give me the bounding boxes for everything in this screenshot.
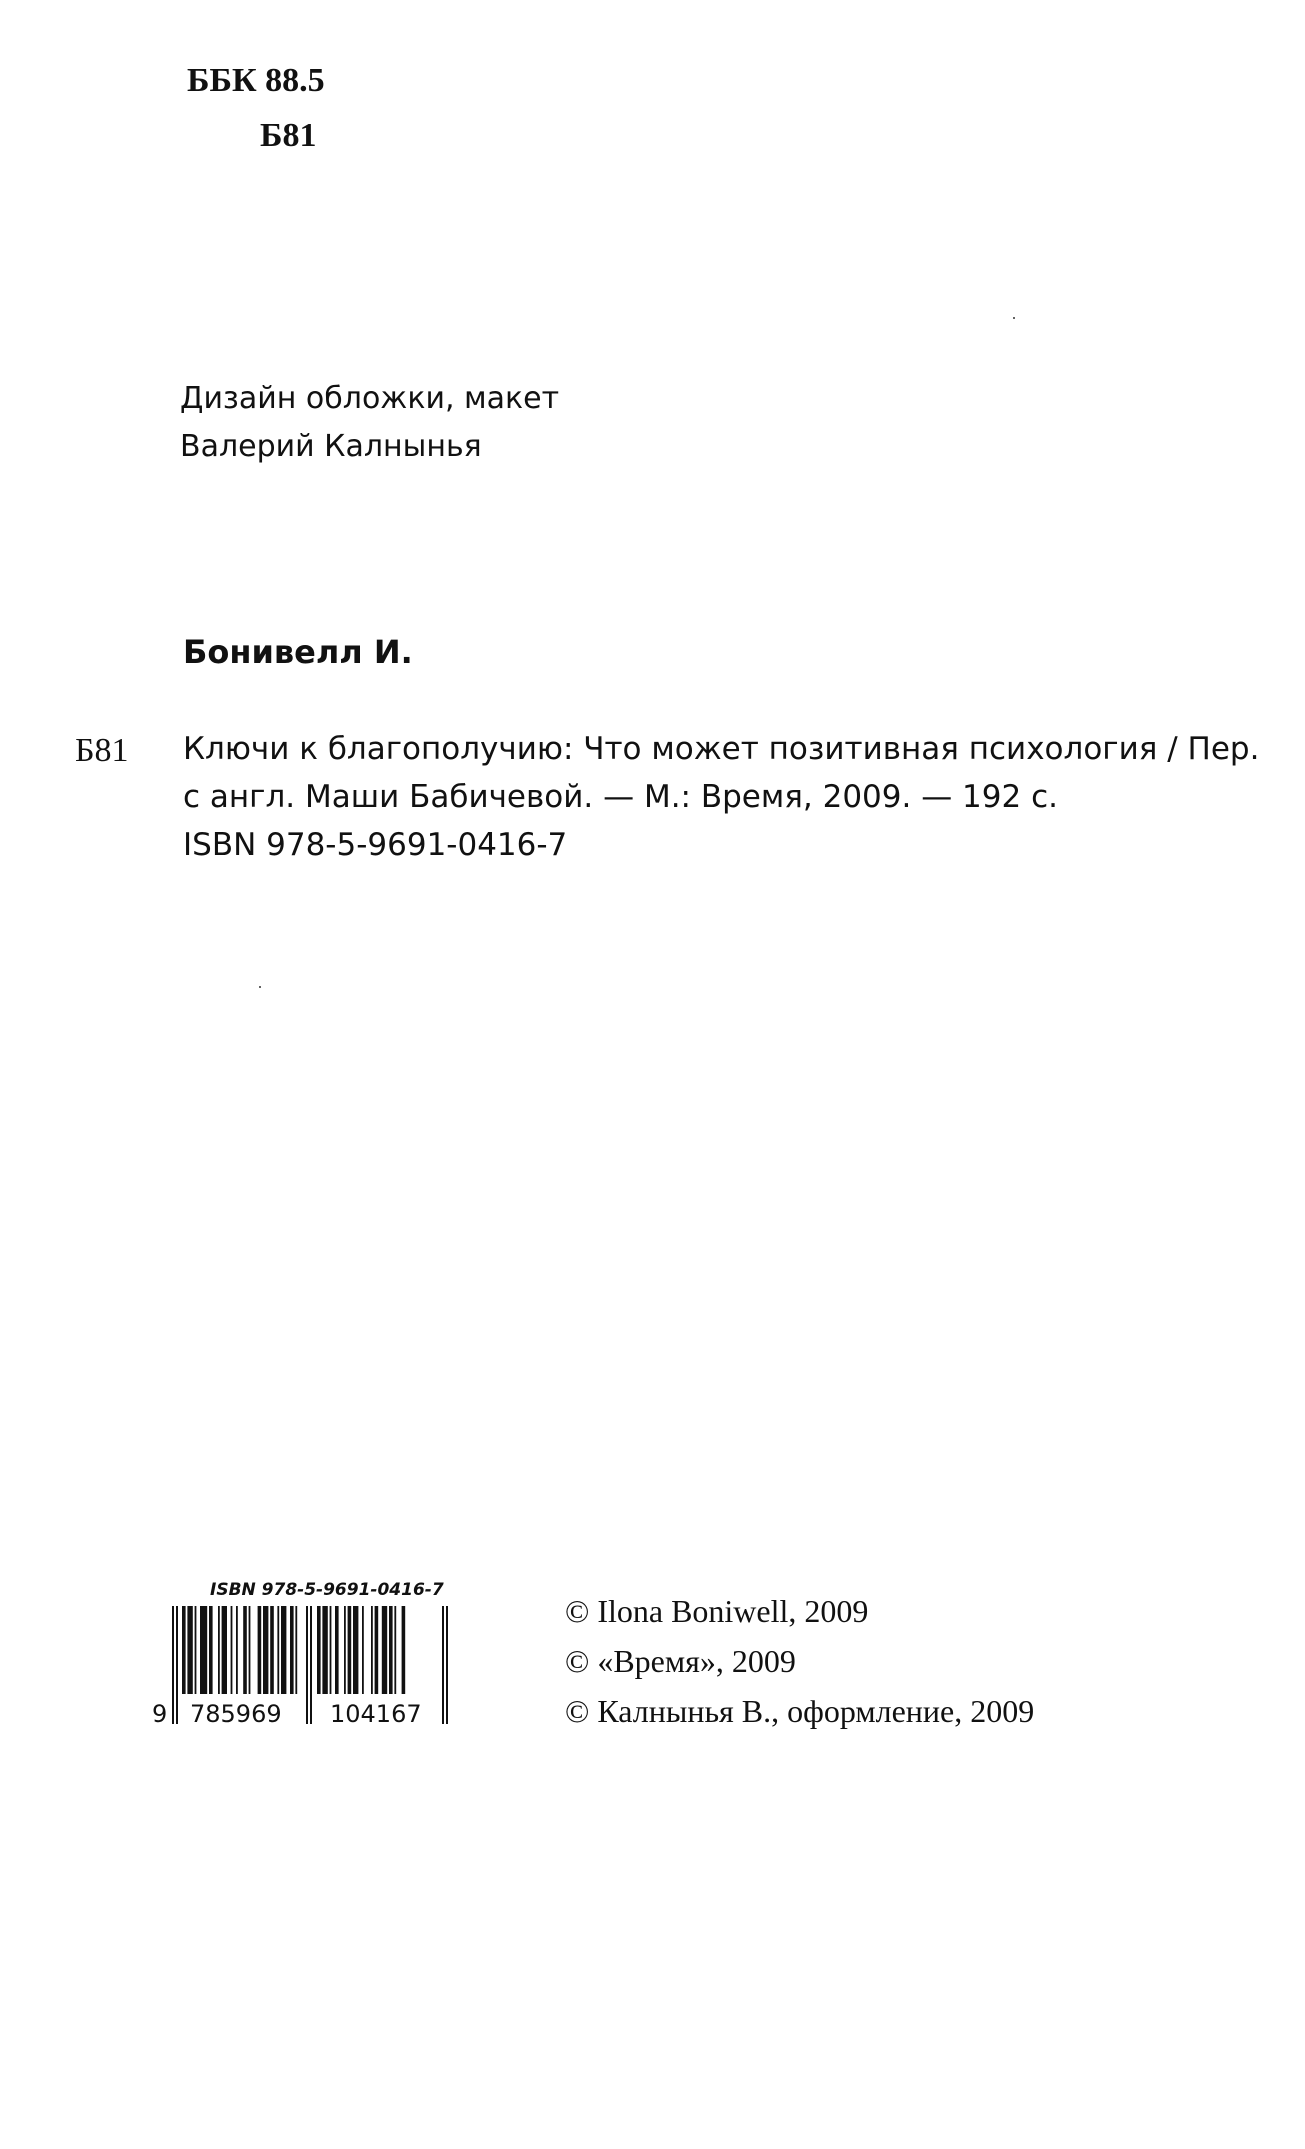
barcode-bar: [200, 1606, 207, 1694]
barcode-guard-bar: [446, 1606, 448, 1724]
barcode-bars: [150, 1606, 480, 1726]
print-speck: [1013, 317, 1015, 319]
barcode-bar: [243, 1606, 247, 1694]
barcode-bar: [382, 1606, 387, 1694]
print-speck: [259, 986, 261, 988]
barcode-bar: [389, 1606, 393, 1694]
barcode-bar: [218, 1606, 220, 1694]
barcode-bar: [249, 1606, 251, 1694]
barcode-bar: [281, 1606, 286, 1694]
barcode-bar: [371, 1606, 373, 1694]
barcode-bar: [344, 1606, 346, 1694]
barcode-guard-bar: [310, 1606, 312, 1724]
barcode-guard-bar: [442, 1606, 444, 1724]
barcode-bar: [236, 1606, 238, 1694]
bbk-classification: ББК 88.5: [187, 62, 325, 99]
barcode-bar: [402, 1606, 406, 1694]
barcode-bar: [195, 1606, 197, 1694]
barcode: [150, 1580, 480, 1730]
credit-role: Дизайн обложки, макет: [180, 381, 560, 416]
author-mark-side: Б81: [75, 732, 129, 769]
barcode-left-digits: 785969: [190, 1700, 282, 1726]
bibliographic-line: с англ. Маши Бабичевой. — М.: Время, 2009. — 192 с.: [183, 779, 1058, 815]
barcode-bar: [348, 1606, 352, 1694]
barcode-bar: [394, 1606, 396, 1694]
barcode-bar: [222, 1606, 227, 1694]
barcode-right-digits: 104167: [330, 1700, 422, 1726]
barcode-bar: [375, 1606, 379, 1694]
credit-name: Валерий Калнынья: [180, 429, 482, 464]
barcode-bar: [335, 1606, 339, 1694]
barcode-bar: [187, 1606, 192, 1694]
barcode-bar: [290, 1606, 294, 1694]
barcode-isbn-label: ISBN 978-5-9691-0416-7: [210, 1580, 444, 1600]
author-mark-top: Б81: [260, 117, 317, 154]
barcode-guard-bar: [172, 1606, 174, 1724]
barcode-first-digit: 9: [152, 1700, 168, 1726]
barcode-bar: [362, 1606, 364, 1694]
barcode-guard-bar: [306, 1606, 308, 1724]
barcode-bar: [317, 1606, 321, 1694]
barcode-bar: [353, 1606, 358, 1694]
barcode-bar: [330, 1606, 332, 1694]
barcode-bar: [277, 1606, 279, 1694]
copyright-line: © Ilona Boniwell, 2009: [565, 1593, 869, 1629]
barcode-bar: [258, 1606, 262, 1694]
copyright-line: © «Время», 2009: [565, 1643, 796, 1679]
author-heading: Бонивелл И.: [183, 633, 413, 671]
barcode-bar: [182, 1606, 186, 1694]
isbn-line: ISBN 978-5-9691-0416-7: [183, 827, 568, 863]
barcode-bar: [231, 1606, 233, 1694]
barcode-bar: [295, 1606, 297, 1694]
barcode-guard-bar: [176, 1606, 178, 1724]
barcode-bar: [263, 1606, 268, 1694]
copyright-line: © Калнынья В., оформление, 2009: [565, 1693, 1035, 1729]
barcode-bar: [209, 1606, 213, 1694]
bibliographic-line: Ключи к благополучию: Что может позитивная психология / Пер.: [183, 731, 1260, 767]
barcode-bar: [270, 1606, 274, 1694]
barcode-bar: [322, 1606, 327, 1694]
